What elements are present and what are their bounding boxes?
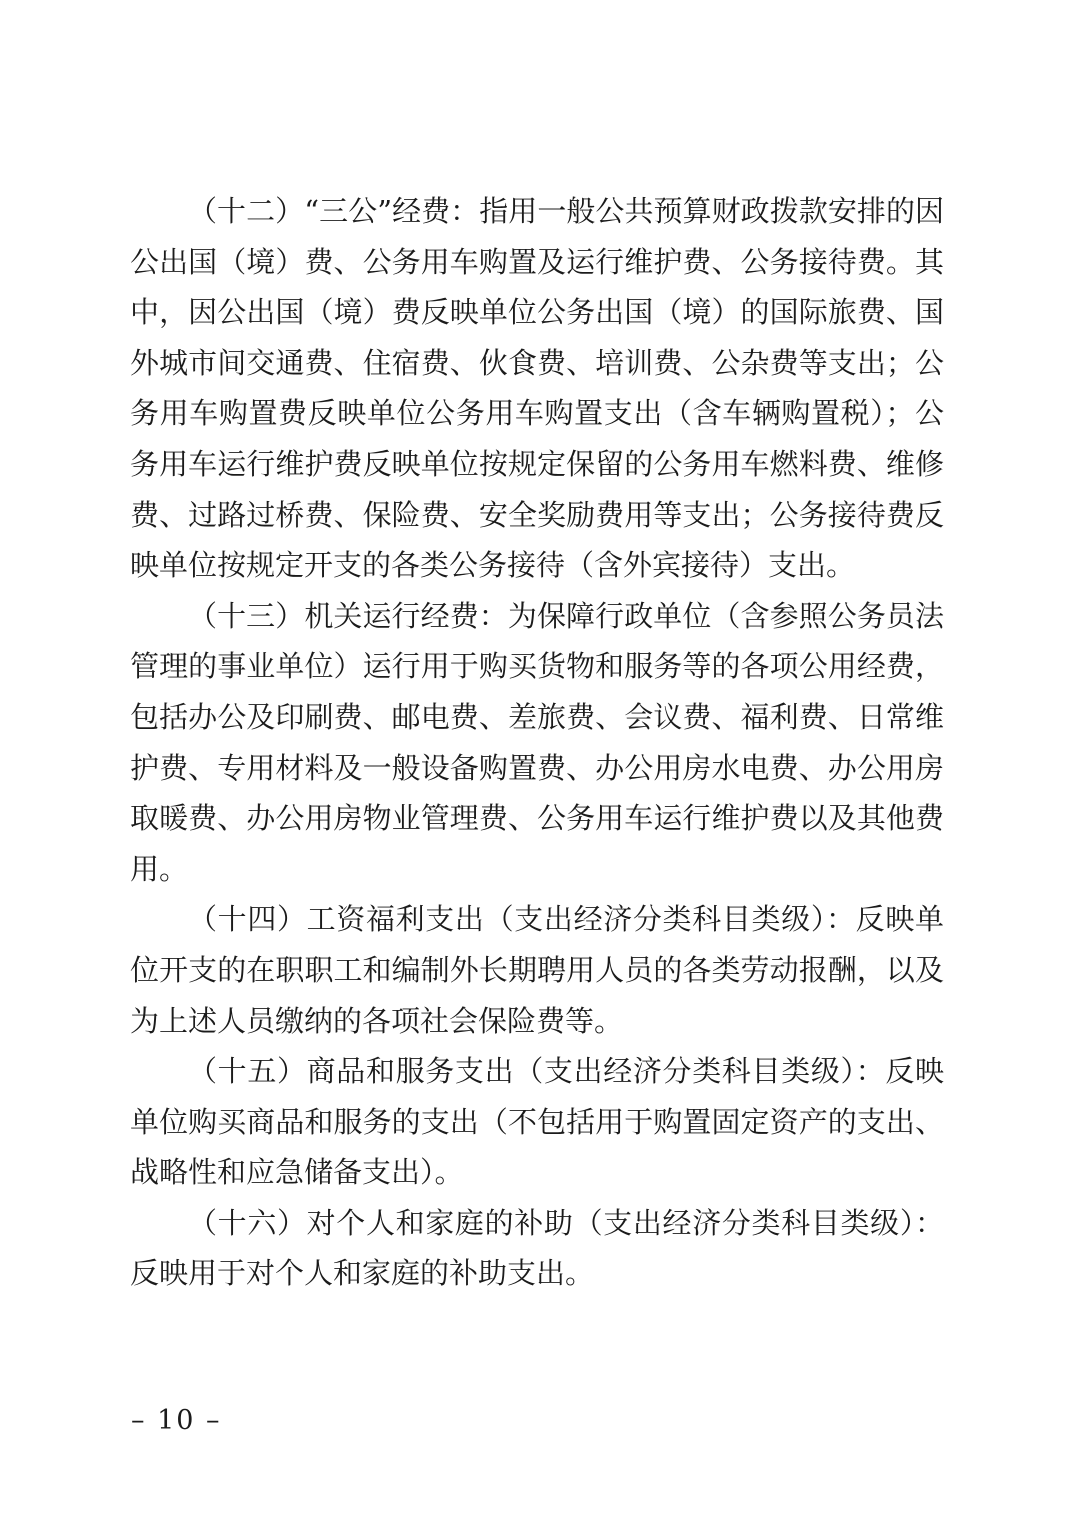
text-line: 映单位按规定开支的各类公务接待（含外宾接待）支出。 — [130, 548, 856, 583]
text-line: 费、过路过桥费、保险费、安全奖励费用等支出；公务接待费反 — [130, 497, 944, 532]
text-line: 取暖费、办公用房物业管理费、公务用车运行维护费以及其他费 — [130, 801, 944, 836]
text-line: （十五）商品和服务支出（支出经济分类科目类级）：反映 — [188, 1054, 944, 1089]
text-line: 战略性和应急储备支出）。 — [130, 1155, 464, 1190]
text-line: 务用车运行维护费反映单位按规定保留的公务用车燃料费、维修 — [130, 446, 944, 481]
text-line: （十四）工资福利支出（支出经济分类科目类级）：反映单 — [188, 902, 944, 937]
paragraph-item-13-agency-operating-funds — [130, 591, 944, 895]
text-line: （十三）机关运行经费：为保障行政单位（含参照公务员法 — [188, 598, 944, 633]
text-line: 反映用于对个人和家庭的补助支出。 — [130, 1256, 595, 1291]
paragraph-item-15-goods-services-expenditure — [130, 1046, 944, 1198]
text-line: 为上述人员缴纳的各项社会保险费等。 — [130, 1003, 624, 1038]
text-line: 单位购买商品和服务的支出（不包括用于购置固定资产的支出、 — [130, 1104, 944, 1139]
text-line: 位开支的在职职工和编制外长期聘用人员的各类劳动报酬，以及 — [130, 952, 944, 987]
text-line: 外城市间交通费、住宿费、伙食费、培训费、公杂费等支出；公 — [130, 345, 944, 380]
text-line: 中，因公出国（境）费反映单位公务出国（境）的国际旅费、国 — [130, 295, 944, 330]
text-line: 护费、专用材料及一般设备购置费、办公用房水电费、办公用房 — [130, 750, 944, 785]
document-body — [130, 186, 944, 1299]
text-line: 包括办公及印刷费、邮电费、差旅费、会议费、福利费、日常维 — [130, 699, 944, 734]
text-line: 务用车购置费反映单位公务用车购置支出（含车辆购置税）；公 — [130, 396, 944, 431]
paragraph-item-12-sangong-expenses — [130, 186, 944, 591]
text-line: （十二）“三公”经费：指用一般公共预算财政拨款安排的因 — [188, 194, 944, 228]
text-line: 用。 — [130, 851, 189, 886]
paragraph-item-14-wage-welfare-expenditure — [130, 894, 944, 1046]
paragraph-item-16-subsidies-individuals-families — [130, 1198, 944, 1299]
text-line: 管理的事业单位）运行用于购买货物和服务等的各项公用经费， — [130, 649, 944, 684]
text-line: （十六）对个人和家庭的补助（支出经济分类科目类级）： — [188, 1205, 944, 1240]
text-line: 公出国（境）费、公务用车购置及运行维护费、公务接待费。其 — [130, 244, 944, 279]
page-number: – 10 – — [131, 1405, 222, 1436]
